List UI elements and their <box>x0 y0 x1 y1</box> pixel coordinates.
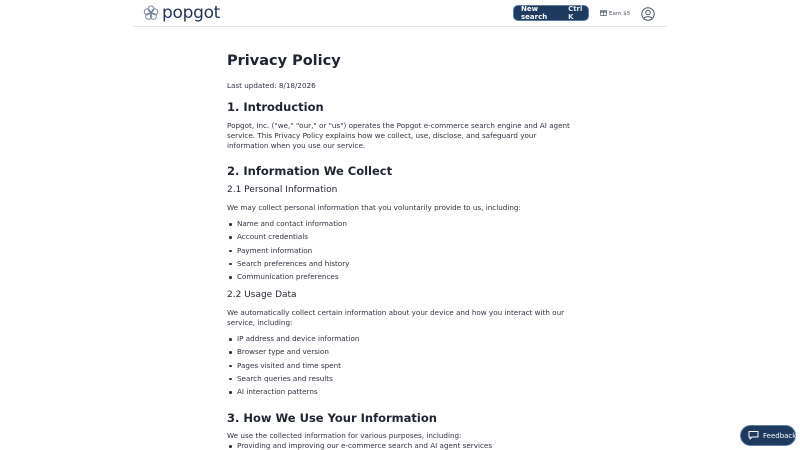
list-item: Pages visited and time spent <box>227 361 359 374</box>
top-header <box>133 0 667 27</box>
section-heading-how-we-use: 3. How We Use Your Information <box>227 411 437 425</box>
popgot-logo-icon <box>143 5 159 21</box>
earn-referral-link[interactable] <box>600 9 630 18</box>
list-item: Payment information <box>227 246 349 259</box>
logo-text: popgot <box>162 3 221 23</box>
feedback-button[interactable] <box>740 425 796 446</box>
section-heading-information-we-collect: 2. Information We Collect <box>227 164 393 178</box>
how-we-use-intro: We use the collected information for various purposes, including: <box>227 431 462 440</box>
personal-information-list <box>227 219 349 285</box>
keyboard-shortcut-badge: Ctrl K <box>568 5 583 21</box>
earn-label: Earn $5 <box>609 10 631 17</box>
subsection-heading-usage-data: 2.2 Usage Data <box>227 290 297 300</box>
feedback-label: Feedback <box>763 431 797 440</box>
introduction-paragraph: Popgot, Inc. ("we," "our," or "us") operates the Popgot e-commerce search engine and AI agent service. This Privacy Policy explains how we collect, use, disclose, and safeguard your information when you use our service. <box>227 121 570 150</box>
list-item: IP address and device information <box>227 334 359 347</box>
last-updated: Last updated: 8/18/2026 <box>227 81 316 90</box>
usage-data-intro: We automatically collect certain information about your device and how you interact with our service, including: <box>227 308 565 327</box>
new-search-label: New search <box>521 5 548 21</box>
list-item: Search preferences and history <box>227 259 349 272</box>
usage-data-list <box>227 334 359 400</box>
page-title: Privacy Policy <box>227 53 341 69</box>
list-item: Name and contact information <box>227 219 349 232</box>
list-item: AI interaction patterns <box>227 387 359 400</box>
how-we-use-list <box>227 441 492 450</box>
list-item: Communication preferences <box>227 272 349 285</box>
logo-link[interactable] <box>143 3 220 23</box>
account-icon[interactable] <box>641 6 655 20</box>
new-search-button[interactable] <box>513 5 589 21</box>
list-item: Account credentials <box>227 232 349 245</box>
list-item: Providing and improving our e-commerce search and AI agent services <box>227 441 492 450</box>
gift-icon <box>600 9 609 18</box>
chat-bubble-icon <box>748 430 763 442</box>
section-heading-introduction: 1. Introduction <box>227 100 324 114</box>
list-item: Browser type and version <box>227 347 359 360</box>
list-item: Search queries and results <box>227 374 359 387</box>
subsection-heading-personal-information: 2.1 Personal Information <box>227 185 338 195</box>
personal-information-intro: We may collect personal information that you voluntarily provide to us, including: <box>227 203 521 212</box>
